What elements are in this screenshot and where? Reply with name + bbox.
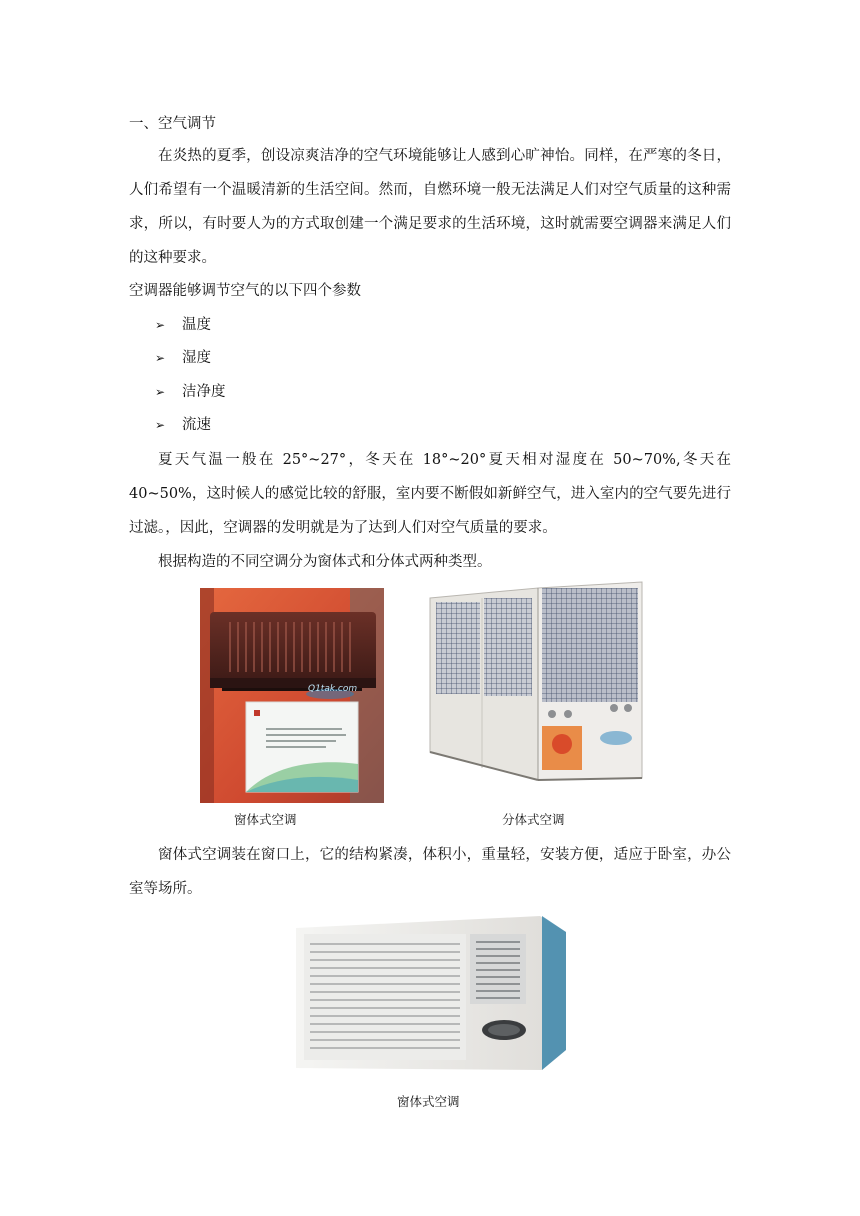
bullet-label: 流速: [182, 417, 211, 433]
paragraph-types: 根据构造的不同空调分为窗体式和分体式两种类型。: [158, 554, 492, 570]
bullet-item-humidity: [155, 348, 211, 368]
figure-caption-window: 窗体式空调: [234, 812, 297, 827]
arrow-bullet-icon: ➢: [155, 351, 166, 365]
paragraph-comfort: [129, 443, 731, 545]
window-ac-unit-photo: [290, 910, 570, 1075]
arrow-bullet-icon: ➢: [155, 385, 166, 399]
image-watermark: Q1tak.com: [308, 684, 358, 694]
window-ac-illustration: [200, 588, 384, 803]
bullet-label: 温度: [182, 317, 211, 333]
figure-caption-window-2: 窗体式空调: [397, 1094, 460, 1109]
bullet-item-cleanliness: [155, 382, 226, 402]
paragraph-window-ac: [129, 838, 731, 906]
bullet-item-flow: [155, 415, 211, 435]
bullet-label: 洁净度: [182, 384, 226, 400]
split-ac-illustration: [426, 578, 648, 800]
bullet-label: 湿度: [182, 350, 211, 366]
arrow-bullet-icon: ➢: [155, 418, 166, 432]
window-ac-photo: [200, 588, 384, 803]
bullet-item-temperature: [155, 315, 211, 335]
section-heading: 一、空气调节: [129, 116, 216, 132]
paragraph-comfort-text: 夏天气温一般在 25°~27°，冬天在 18°~20°夏天相对湿度在 50~70%,冬天在 40~50%，这时候人的感觉比较的舒服，室内要不断假如新鲜空气，进入室内的空气要先进行过滤。，因此，空调器的发明就是为了达到人们对空气质量的要求。: [129, 452, 731, 536]
figure-caption-split: 分体式空调: [502, 812, 565, 827]
arrow-bullet-icon: ➢: [155, 318, 166, 332]
split-ac-photo: [426, 578, 648, 800]
parameters-intro: 空调器能够调节空气的以下四个参数: [129, 283, 361, 299]
window-ac-unit-illustration: [290, 910, 570, 1075]
paragraph-intro-text: 在炎热的夏季，创设凉爽洁净的空气环境能够让人感到心旷神怡。同样，在严寒的冬日，人们希望有一个温暖清新的生活空间。然而，自燃环境一般无法满足人们对空气质量的这种需求，所以，有时要人为的方式取创建一个满足要求的生活环境，这时就需要空调器来满足人们的这种要求。: [129, 148, 731, 266]
paragraph-window-ac-text: 窗体式空调装在窗口上，它的结构紧凑，体积小，重量轻，安装方便，适应于卧室，办公室等场所。: [129, 847, 731, 897]
paragraph-intro: [129, 139, 731, 275]
